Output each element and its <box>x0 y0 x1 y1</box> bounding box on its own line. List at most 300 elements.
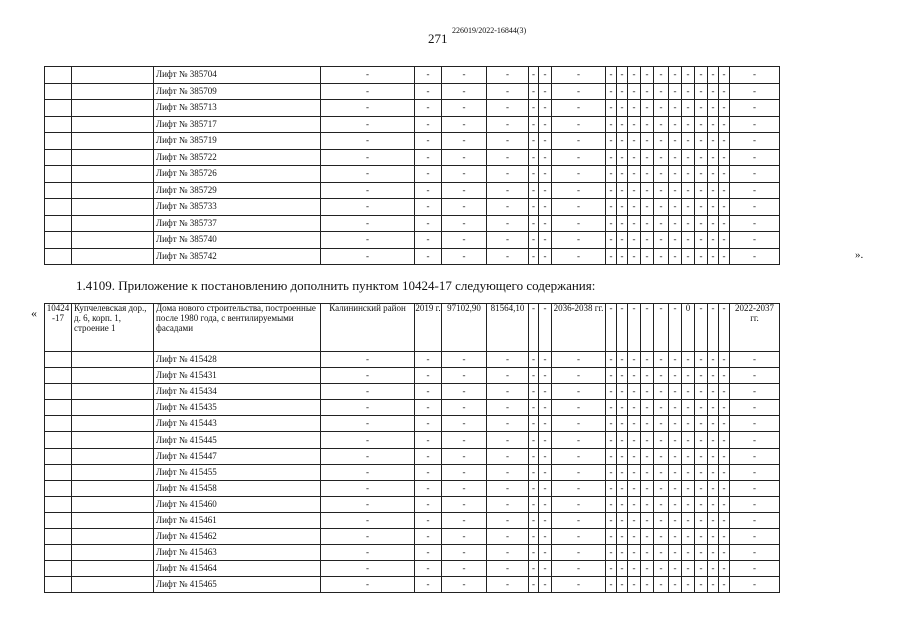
value-cell: - <box>539 232 552 249</box>
value-cell: - <box>628 232 641 249</box>
value-cell: - <box>730 416 780 432</box>
document-code: 226019/2022-16844(3) <box>452 26 527 35</box>
empty-cell <box>45 166 72 183</box>
value-cell: - <box>730 529 780 545</box>
value-cell: - <box>321 464 415 480</box>
elevator-name: Лифт № 415431 <box>154 368 321 384</box>
value-cell: - <box>539 83 552 100</box>
elevator-name: Лифт № 415465 <box>154 577 321 593</box>
value-cell: - <box>529 416 539 432</box>
cell: - <box>654 304 669 352</box>
cell: - <box>529 304 539 352</box>
value-cell: - <box>628 577 641 593</box>
value-cell: - <box>552 149 606 166</box>
value-cell: - <box>415 248 442 265</box>
value-cell: - <box>719 166 730 183</box>
value-cell: - <box>606 577 617 593</box>
opening-quote-mark: « <box>31 306 37 320</box>
elevator-name: Лифт № 415460 <box>154 496 321 512</box>
value-cell: - <box>442 529 487 545</box>
value-cell: - <box>415 83 442 100</box>
value-cell: - <box>487 529 529 545</box>
value-cell: - <box>552 480 606 496</box>
value-cell: - <box>695 464 708 480</box>
elevator-name: Лифт № 415455 <box>154 464 321 480</box>
value-cell: - <box>529 67 539 84</box>
value-cell: - <box>669 432 682 448</box>
value-cell: - <box>617 352 628 368</box>
value-cell: - <box>730 400 780 416</box>
value-cell: - <box>695 149 708 166</box>
value-cell: - <box>641 512 654 528</box>
value-cell: - <box>552 384 606 400</box>
value-cell: - <box>641 416 654 432</box>
value-cell: - <box>708 384 719 400</box>
value-cell: - <box>487 561 529 577</box>
value-cell: - <box>539 496 552 512</box>
value-cell: - <box>641 67 654 84</box>
cell: - <box>539 304 552 352</box>
value-cell: - <box>606 133 617 150</box>
value-cell: - <box>641 400 654 416</box>
value-cell: - <box>628 480 641 496</box>
value-cell: - <box>719 67 730 84</box>
value-cell: - <box>442 215 487 232</box>
empty-cell <box>45 529 72 545</box>
value-cell: - <box>695 432 708 448</box>
value-cell: - <box>606 480 617 496</box>
value-cell: - <box>730 480 780 496</box>
value-cell: - <box>539 100 552 117</box>
value-cell: - <box>730 100 780 117</box>
elevator-name: Лифт № 415434 <box>154 384 321 400</box>
value-cell: - <box>617 83 628 100</box>
value-cell: - <box>708 232 719 249</box>
value-cell: - <box>708 83 719 100</box>
elevator-name: Лифт № 385704 <box>154 67 321 84</box>
value-cell: - <box>321 545 415 561</box>
value-cell: - <box>617 215 628 232</box>
empty-cell <box>72 480 154 496</box>
value-cell: - <box>415 545 442 561</box>
empty-cell <box>45 133 72 150</box>
value-cell: - <box>529 248 539 265</box>
value-cell: - <box>682 368 695 384</box>
value-cell: - <box>669 133 682 150</box>
elevator-row <box>45 416 780 432</box>
elevator-name: Лифт № 415464 <box>154 561 321 577</box>
value-cell: - <box>415 496 442 512</box>
value-cell: - <box>695 248 708 265</box>
value-cell: - <box>415 149 442 166</box>
value-cell: - <box>415 368 442 384</box>
value-cell: - <box>654 133 669 150</box>
value-cell: - <box>415 116 442 133</box>
value-cell: - <box>730 368 780 384</box>
value-cell: - <box>552 352 606 368</box>
value-cell: - <box>606 512 617 528</box>
value-cell: - <box>719 182 730 199</box>
value-cell: - <box>641 83 654 100</box>
value-cell: - <box>669 248 682 265</box>
value-cell: - <box>552 215 606 232</box>
value-cell: - <box>442 232 487 249</box>
value-cell: - <box>529 561 539 577</box>
value-cell: - <box>321 182 415 199</box>
value-cell: - <box>669 512 682 528</box>
empty-cell <box>72 182 154 199</box>
elevator-row <box>45 400 780 416</box>
value-cell: - <box>628 248 641 265</box>
value-cell: - <box>529 529 539 545</box>
value-cell: - <box>641 133 654 150</box>
empty-cell <box>45 384 72 400</box>
value-cell: - <box>617 248 628 265</box>
value-cell: - <box>682 416 695 432</box>
value-cell: - <box>708 368 719 384</box>
empty-cell <box>45 83 72 100</box>
value-cell: - <box>442 545 487 561</box>
value-cell: - <box>606 232 617 249</box>
value-cell: - <box>682 133 695 150</box>
cell: - <box>617 304 628 352</box>
cell: - <box>641 304 654 352</box>
value-cell: - <box>654 545 669 561</box>
value-cell: - <box>654 577 669 593</box>
elevator-row <box>45 199 780 216</box>
cell: - <box>628 304 641 352</box>
value-cell: - <box>641 448 654 464</box>
value-cell: - <box>442 149 487 166</box>
value-cell: - <box>552 432 606 448</box>
empty-cell <box>72 561 154 577</box>
cell: - <box>606 304 617 352</box>
value-cell: - <box>682 480 695 496</box>
value-cell: - <box>708 352 719 368</box>
empty-cell <box>72 512 154 528</box>
value-cell: - <box>415 100 442 117</box>
value-cell: - <box>529 116 539 133</box>
value-cell: - <box>415 400 442 416</box>
value-cell: - <box>617 529 628 545</box>
value-cell: - <box>654 149 669 166</box>
value-cell: - <box>719 248 730 265</box>
value-cell: - <box>695 352 708 368</box>
value-cell: - <box>654 116 669 133</box>
value-cell: - <box>552 199 606 216</box>
elevator-name: Лифт № 385740 <box>154 232 321 249</box>
empty-cell <box>45 480 72 496</box>
value-cell: - <box>654 215 669 232</box>
value-cell: - <box>606 166 617 183</box>
value-cell: - <box>708 432 719 448</box>
elevator-name: Лифт № 385742 <box>154 248 321 265</box>
value-cell: - <box>708 248 719 265</box>
value-cell: - <box>719 368 730 384</box>
value-cell: - <box>641 496 654 512</box>
empty-cell <box>45 368 72 384</box>
value-cell: - <box>628 166 641 183</box>
empty-cell <box>72 83 154 100</box>
value-cell: - <box>529 400 539 416</box>
value-cell: - <box>529 182 539 199</box>
value-cell: - <box>539 166 552 183</box>
value-cell: - <box>529 464 539 480</box>
value-cell: - <box>321 512 415 528</box>
value-cell: - <box>641 577 654 593</box>
value-cell: - <box>654 464 669 480</box>
value-cell: - <box>730 496 780 512</box>
value-cell: - <box>617 432 628 448</box>
value-cell: - <box>708 480 719 496</box>
cell: - <box>695 304 708 352</box>
value-cell: - <box>442 100 487 117</box>
value-cell: - <box>719 416 730 432</box>
value-cell: - <box>669 368 682 384</box>
value-cell: - <box>641 480 654 496</box>
value-cell: - <box>708 215 719 232</box>
value-cell: - <box>552 529 606 545</box>
value-cell: - <box>682 100 695 117</box>
value-cell: - <box>695 400 708 416</box>
value-cell: - <box>719 232 730 249</box>
value-cell: - <box>654 384 669 400</box>
value-cell: - <box>719 116 730 133</box>
value-cell: - <box>654 529 669 545</box>
value-cell: - <box>529 100 539 117</box>
value-cell: - <box>708 67 719 84</box>
elevator-row <box>45 116 780 133</box>
value-cell: - <box>487 400 529 416</box>
empty-cell <box>72 464 154 480</box>
empty-cell <box>72 133 154 150</box>
value-cell: - <box>415 561 442 577</box>
value-cell: - <box>654 480 669 496</box>
value-cell: - <box>628 448 641 464</box>
value-cell: - <box>415 166 442 183</box>
value-cell: - <box>641 352 654 368</box>
value-cell: - <box>730 182 780 199</box>
value-cell: - <box>415 529 442 545</box>
value-cell: - <box>682 545 695 561</box>
value-cell: - <box>730 232 780 249</box>
elevator-name: Лифт № 415462 <box>154 529 321 545</box>
value-cell: - <box>654 248 669 265</box>
value-cell: - <box>552 400 606 416</box>
value-cell: - <box>708 464 719 480</box>
value-cell: - <box>487 368 529 384</box>
value-cell: - <box>641 100 654 117</box>
value-cell: - <box>708 149 719 166</box>
value-cell: - <box>442 248 487 265</box>
value-cell: - <box>606 400 617 416</box>
value-cell: - <box>617 577 628 593</box>
value-cell: - <box>730 352 780 368</box>
value-cell: - <box>415 512 442 528</box>
elevator-name: Лифт № 385733 <box>154 199 321 216</box>
value-cell: - <box>606 199 617 216</box>
value-cell: - <box>628 416 641 432</box>
value-cell: - <box>695 67 708 84</box>
value-cell: - <box>654 100 669 117</box>
value-cell: - <box>628 67 641 84</box>
value-cell: - <box>669 577 682 593</box>
value-cell: - <box>606 448 617 464</box>
value-cell: - <box>669 232 682 249</box>
elevator-name: Лифт № 385737 <box>154 215 321 232</box>
value-cell: - <box>487 352 529 368</box>
value-cell: - <box>654 448 669 464</box>
value-cell: - <box>654 182 669 199</box>
value-cell: - <box>628 100 641 117</box>
value-cell: - <box>708 133 719 150</box>
value-cell: - <box>617 496 628 512</box>
empty-cell <box>45 561 72 577</box>
value-cell: - <box>442 400 487 416</box>
value-cell: - <box>682 464 695 480</box>
value-cell: - <box>654 166 669 183</box>
value-cell: - <box>415 215 442 232</box>
value-cell: - <box>695 577 708 593</box>
value-cell: - <box>529 133 539 150</box>
value-cell: - <box>719 100 730 117</box>
value-cell: - <box>669 182 682 199</box>
value-cell: - <box>442 83 487 100</box>
value-cell: - <box>719 448 730 464</box>
value-cell: - <box>641 182 654 199</box>
value-cell: - <box>552 464 606 480</box>
value-cell: - <box>641 545 654 561</box>
value-cell: - <box>606 464 617 480</box>
value-cell: - <box>539 464 552 480</box>
value-cell: - <box>708 448 719 464</box>
elevator-row <box>45 149 780 166</box>
value-cell: - <box>552 448 606 464</box>
value-cell: - <box>529 368 539 384</box>
value-cell: - <box>617 464 628 480</box>
value-cell: - <box>415 182 442 199</box>
value-cell: - <box>641 116 654 133</box>
value-cell: - <box>669 352 682 368</box>
value-cell: - <box>442 561 487 577</box>
value-cell: - <box>552 496 606 512</box>
value-cell: - <box>487 83 529 100</box>
value-cell: - <box>654 512 669 528</box>
value-cell: - <box>695 480 708 496</box>
empty-cell <box>72 432 154 448</box>
value-cell: - <box>539 512 552 528</box>
value-cell: - <box>628 116 641 133</box>
value-cell: - <box>730 248 780 265</box>
value-cell: - <box>641 529 654 545</box>
value-cell: - <box>539 480 552 496</box>
elevator-row <box>45 448 780 464</box>
value-cell: - <box>719 384 730 400</box>
value-cell: - <box>415 384 442 400</box>
value-cell: - <box>617 561 628 577</box>
value-cell: - <box>628 464 641 480</box>
page-number: 271 <box>428 31 448 46</box>
value-cell: - <box>682 166 695 183</box>
value-cell: - <box>321 480 415 496</box>
elevator-row <box>45 368 780 384</box>
value-cell: - <box>628 545 641 561</box>
empty-cell <box>45 215 72 232</box>
value-cell: - <box>654 83 669 100</box>
value-cell: - <box>682 182 695 199</box>
value-cell: - <box>321 384 415 400</box>
value-cell: - <box>606 432 617 448</box>
value-cell: - <box>669 215 682 232</box>
value-cell: - <box>606 83 617 100</box>
value-cell: - <box>487 67 529 84</box>
value-cell: - <box>606 149 617 166</box>
value-cell: - <box>682 400 695 416</box>
elevator-name: Лифт № 385719 <box>154 133 321 150</box>
value-cell: - <box>539 149 552 166</box>
value-cell: - <box>529 232 539 249</box>
value-cell: - <box>617 199 628 216</box>
value-cell: - <box>321 199 415 216</box>
value-cell: - <box>606 67 617 84</box>
value-cell: - <box>415 133 442 150</box>
value-cell: - <box>654 368 669 384</box>
elevator-row <box>45 512 780 528</box>
empty-cell <box>72 149 154 166</box>
value-cell: - <box>669 166 682 183</box>
value-cell: - <box>442 352 487 368</box>
value-cell: - <box>695 100 708 117</box>
value-cell: - <box>321 529 415 545</box>
value-cell: - <box>552 100 606 117</box>
value-cell: - <box>695 199 708 216</box>
value-cell: - <box>641 215 654 232</box>
value-cell: - <box>730 166 780 183</box>
empty-cell <box>45 512 72 528</box>
value-cell: - <box>654 67 669 84</box>
value-cell: - <box>617 400 628 416</box>
value-cell: - <box>487 496 529 512</box>
value-cell: - <box>321 232 415 249</box>
value-cell: - <box>730 215 780 232</box>
elevator-row <box>45 248 780 265</box>
value-cell: - <box>654 352 669 368</box>
value-cell: - <box>695 116 708 133</box>
value-cell: - <box>654 496 669 512</box>
cell: - <box>719 304 730 352</box>
total-area: 97102,90 <box>442 304 487 352</box>
empty-cell <box>45 199 72 216</box>
value-cell: - <box>719 496 730 512</box>
empty-cell <box>45 352 72 368</box>
value-cell: - <box>415 416 442 432</box>
value-cell: - <box>617 416 628 432</box>
value-cell: - <box>606 545 617 561</box>
value-cell: - <box>529 215 539 232</box>
value-cell: - <box>552 182 606 199</box>
value-cell: - <box>321 166 415 183</box>
value-cell: - <box>708 561 719 577</box>
empty-cell <box>72 496 154 512</box>
elevator-name: Лифт № 385713 <box>154 100 321 117</box>
empty-cell <box>45 496 72 512</box>
elevator-row <box>45 182 780 199</box>
value-cell: - <box>641 464 654 480</box>
value-cell: - <box>682 67 695 84</box>
value-cell: - <box>708 166 719 183</box>
value-cell: - <box>719 215 730 232</box>
elevator-row <box>45 232 780 249</box>
